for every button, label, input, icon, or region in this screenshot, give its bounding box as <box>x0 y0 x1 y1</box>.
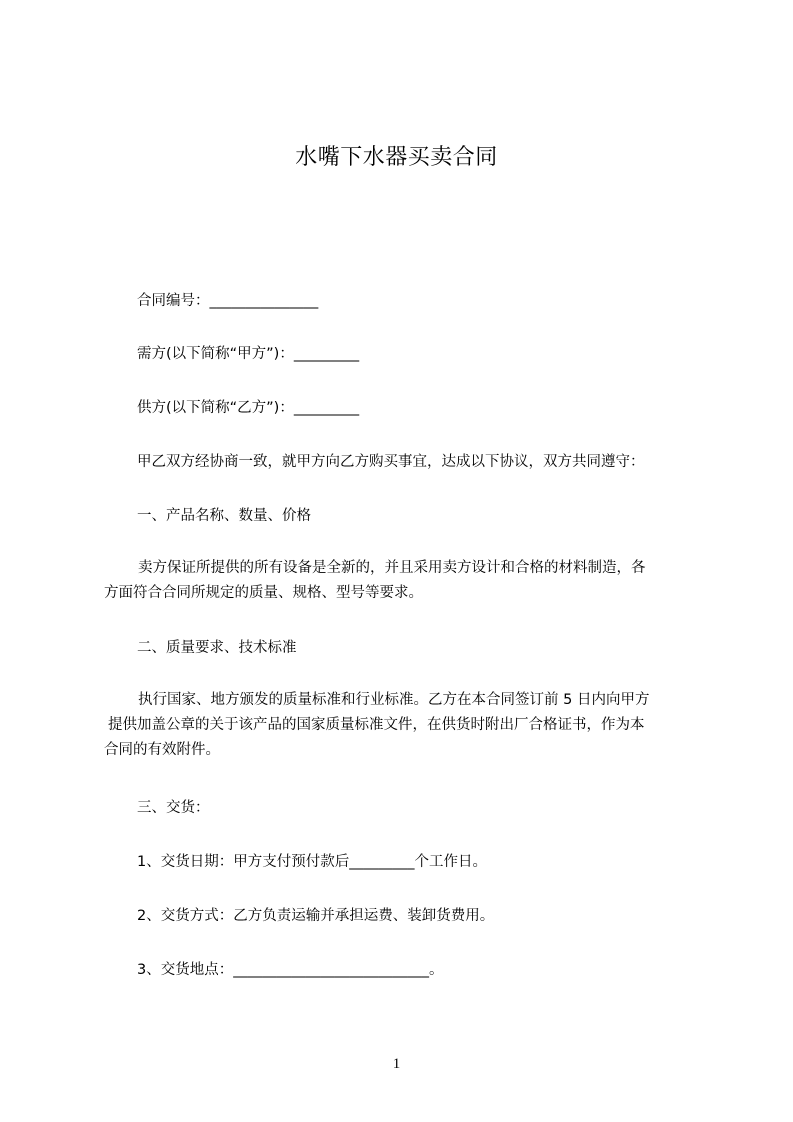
section1-paragraph <box>104 556 704 606</box>
section1-line-1: 卖方保证所提供的所有设备是全新的，并且采用卖方设计和合格的材料制造，各 <box>138 560 646 576</box>
section1-line-2: 方面符合合同所规定的质量、规格、型号等要求。 <box>104 585 423 601</box>
section2-line-3: 合同的有效附件。 <box>104 742 220 758</box>
contract-number-line: 合同编号：_______________ <box>137 293 319 309</box>
page-number: 1 <box>392 1056 401 1072</box>
buyer-line: 需方(以下简称“甲方”)：_________ <box>137 346 360 362</box>
section3-heading: 三、交货： <box>137 800 210 816</box>
section1-heading: 一、产品名称、数量、价格 <box>137 508 311 524</box>
delivery-date-item: 1、交货日期：甲方支付预付款后_________个工作日。 <box>137 854 487 870</box>
section2-line-2: 提供加盖公章的关于该产品的国家质量标准文件，在供货时附出厂合格证书，作为本 <box>108 717 645 733</box>
delivery-method-item: 2、交货方式：乙方负责运输并承担运费、装卸货费用。 <box>137 908 495 924</box>
intro-line: 甲乙双方经协商一致，就甲方向乙方购买事宜，达成以下协议，双方共同遵守： <box>137 454 645 470</box>
section2-heading: 二、质量要求、技术标准 <box>137 640 297 656</box>
section2-line-1: 执行国家、地方颁发的质量标准和行业标准。乙方在本合同签订前 5 日内向甲方 <box>138 692 650 708</box>
delivery-location-item: 3、交货地点：___________________________。 <box>137 962 444 978</box>
section2-paragraph <box>104 688 704 763</box>
seller-line: 供方(以下简称“乙方”)：_________ <box>137 400 360 416</box>
document-title: 水嘴下水器买卖合同 <box>295 145 498 170</box>
